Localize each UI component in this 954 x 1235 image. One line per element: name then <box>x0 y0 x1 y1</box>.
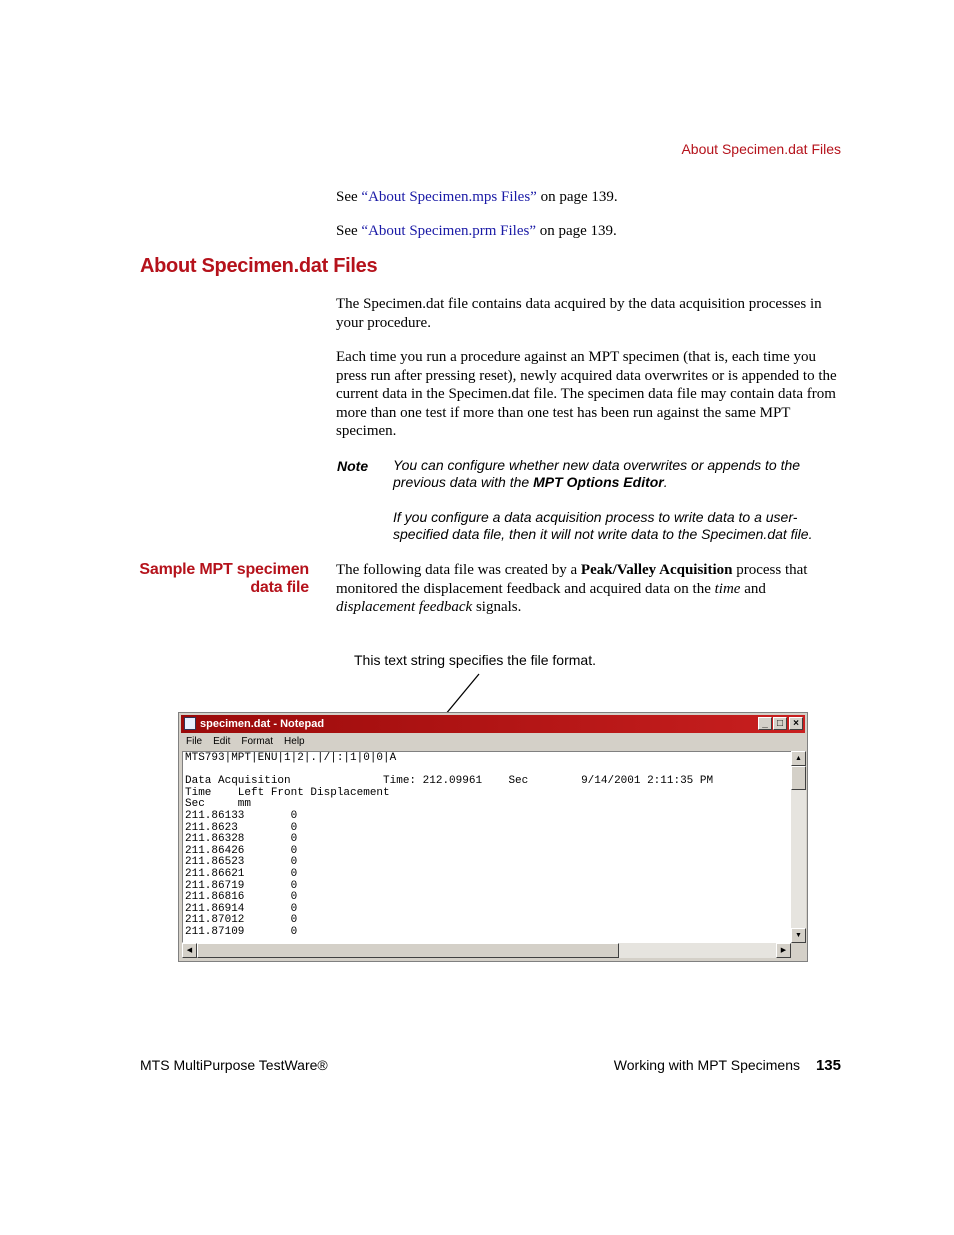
maximize-icon[interactable]: □ <box>773 717 787 730</box>
section-heading: About Specimen.dat Files <box>140 255 378 277</box>
menu-help[interactable]: Help <box>284 736 305 747</box>
scroll-left-icon[interactable]: ◀ <box>182 943 197 958</box>
horizontal-scroll-thumb[interactable] <box>197 943 619 958</box>
window-title: specimen.dat - Notepad <box>200 718 325 730</box>
page-number: 135 <box>815 1057 841 1074</box>
see-suffix: on page 139. <box>536 189 618 205</box>
file-line: 211.86816 0 <box>185 891 298 904</box>
file-line: 211.86914 0 <box>185 902 298 915</box>
running-header: About Specimen.dat Files <box>681 141 841 157</box>
minimize-icon[interactable]: _ <box>758 717 772 730</box>
paragraph-overwrite: Each time you run a procedure against an MPT specimen (that is, each time you press run after pressing reset), newly acquired data overwrites or is appended to the current data in the Specimen.dat file. The specimen data file may contain data from more than one test if more than one test has been run against the same MPT specimen. <box>336 349 837 439</box>
file-line: MTS793|MPT|ENU|1|2|.|/|:|1|0|0|A <box>185 752 397 764</box>
file-line: 211.86523 0 <box>185 856 298 869</box>
paragraph-intro: The Specimen.dat file contains data acquired by the data acquisition processes in your procedure. <box>336 296 822 331</box>
p3-italic-displacement: displacement feedback <box>336 599 473 615</box>
file-line: 211.86133 0 <box>185 809 298 822</box>
footer-product: MTS MultiPurpose TestWare® <box>140 1057 328 1073</box>
p3-a: The following data file was created by a <box>336 562 581 578</box>
see-line-mps <box>336 188 841 207</box>
menu-file[interactable]: File <box>186 736 203 747</box>
link-specimen-mps[interactable]: “About Specimen.mps Files” <box>361 189 537 205</box>
see-line-prm <box>336 222 841 241</box>
title-bar[interactable] <box>181 715 805 733</box>
figure-caption: This text string specifies the file format. <box>354 652 596 668</box>
file-contents <box>185 753 713 939</box>
scroll-right-icon[interactable]: ▶ <box>776 943 791 958</box>
note-text-2: If you configure a data acquisition process to write data to a user-specified data file, then it will not write data to the Specimen.dat file. <box>393 509 813 542</box>
see-prefix: See <box>336 189 362 205</box>
link-specimen-prm[interactable]: “About Specimen.prm Files” <box>361 223 536 239</box>
menu-format[interactable]: Format <box>241 736 274 747</box>
file-line: 211.87012 0 <box>185 914 298 927</box>
resize-grip-icon[interactable] <box>791 943 806 958</box>
file-line: Time Left Front Displacement <box>185 786 390 799</box>
p3-italic-time: time <box>714 580 741 597</box>
note-label: Note <box>337 458 369 474</box>
text-editor-area[interactable] <box>182 751 793 943</box>
file-line: 211.86426 0 <box>185 844 298 857</box>
file-line: 211.86719 0 <box>185 879 298 892</box>
subheading-line-1: Sample MPT specimen <box>139 561 309 578</box>
p3-b: process that monitored the displacement feedback and acquired data on the <box>336 562 808 597</box>
menu-edit[interactable]: Edit <box>213 736 231 747</box>
file-line: 211.86621 0 <box>185 867 298 880</box>
file-line: Sec mm <box>185 798 252 811</box>
footer-section: Working with MPT Specimens <box>613 1057 800 1073</box>
vertical-scroll-thumb[interactable] <box>791 766 806 790</box>
subheading <box>110 561 309 597</box>
note-text-1b: . <box>663 474 668 490</box>
notepad-window <box>178 712 808 962</box>
see-suffix: on page 139. <box>535 223 617 239</box>
scroll-down-icon[interactable]: ▼ <box>791 928 806 943</box>
p3-bold: Peak/Valley Acquisition <box>580 562 733 578</box>
paragraph-sample <box>336 561 841 617</box>
subheading-line-2: data file <box>250 579 309 596</box>
file-line: 211.86328 0 <box>185 833 298 846</box>
note-options-editor: MPT Options Editor <box>533 474 664 490</box>
file-line: 211.8623 0 <box>185 821 298 834</box>
scroll-up-icon[interactable]: ▲ <box>791 751 806 766</box>
file-line: 211.87109 0 <box>185 925 298 938</box>
file-line: Data Acquisition Time: 212.09961 Sec 9/14/2001 2:11:35 PM <box>185 775 714 788</box>
see-prefix: See <box>336 223 362 239</box>
p3-c: and <box>740 580 766 597</box>
menu-bar <box>181 734 805 750</box>
vertical-scrollbar[interactable] <box>791 751 806 943</box>
horizontal-scrollbar[interactable] <box>182 943 791 958</box>
note-text-1a: You can configure whether new data overwrites or appends to the previous data with the <box>393 457 801 490</box>
p3-d: signals. <box>472 599 522 615</box>
close-icon[interactable]: × <box>789 717 803 730</box>
note-text-1 <box>393 457 833 491</box>
notepad-app-icon <box>184 717 196 730</box>
